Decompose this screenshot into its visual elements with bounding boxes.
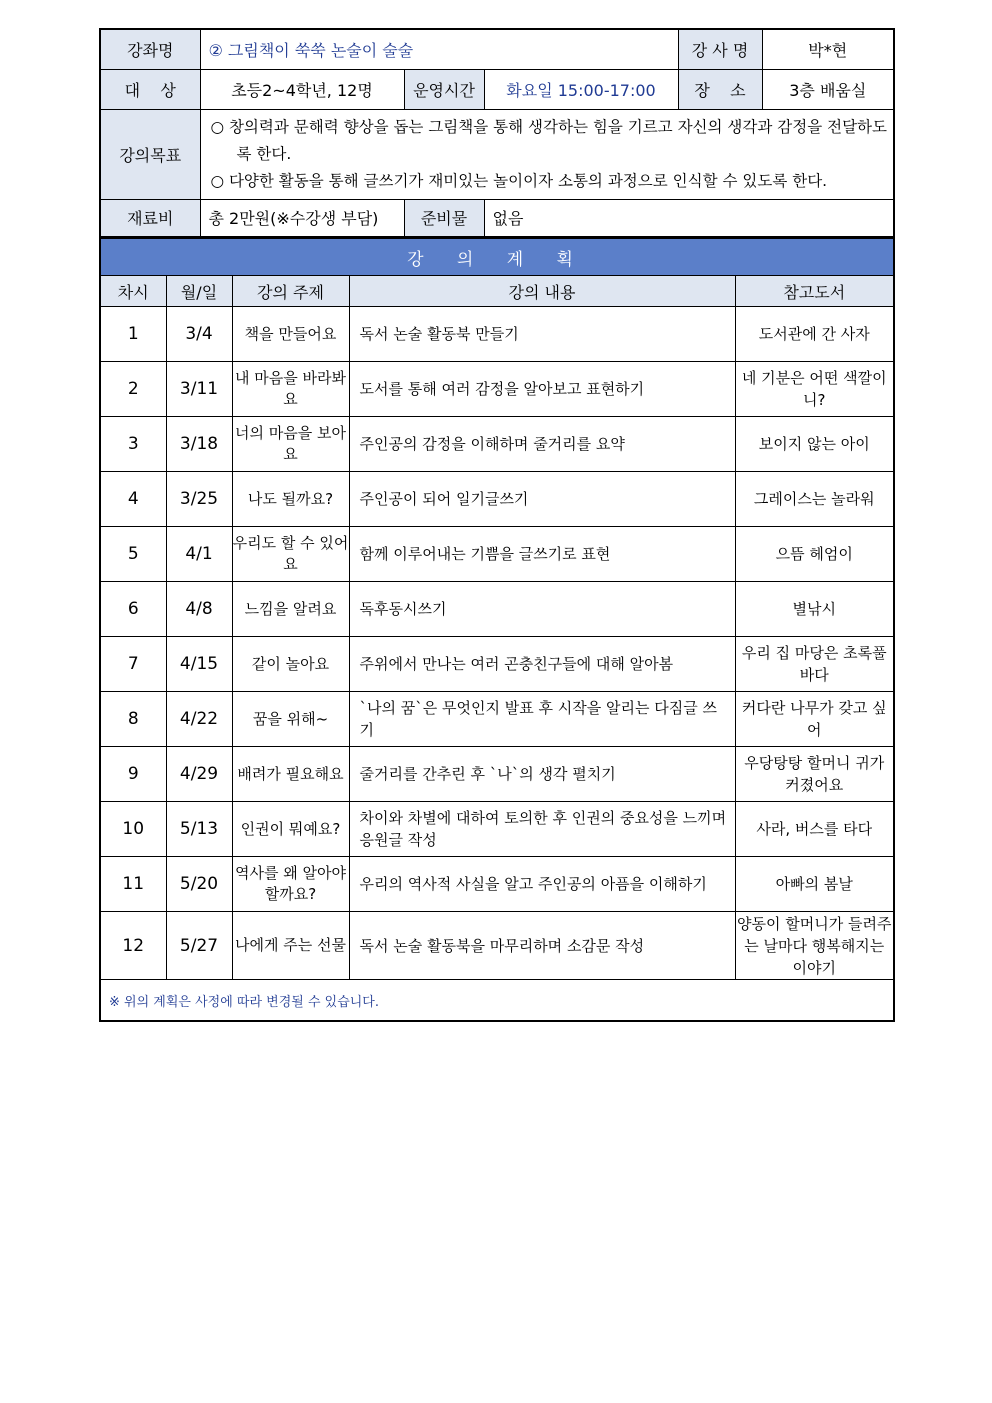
- session-number: 11: [100, 857, 166, 912]
- table-row: [100, 637, 894, 692]
- course-label: 강좌명: [100, 29, 200, 69]
- session-date: 3/11: [166, 362, 232, 417]
- table-row: [100, 857, 894, 912]
- session-topic: 배려가 필요해요: [232, 747, 349, 802]
- place-label: 장 소: [678, 69, 762, 109]
- session-content: 독서 논술 활동북 만들기: [349, 307, 735, 362]
- reference-book: 우당탕탕 할머니 귀가 커졌어요: [735, 747, 894, 802]
- table-row: [100, 417, 894, 472]
- session-date: 4/29: [166, 747, 232, 802]
- lecture-plan-document: [99, 28, 893, 1022]
- table-row: [100, 472, 894, 527]
- goal-list: [200, 109, 894, 199]
- session-number: 7: [100, 637, 166, 692]
- table-row: [100, 802, 894, 857]
- session-topic: 인권이 뭐예요?: [232, 802, 349, 857]
- plan-title: 강 의 계 획: [100, 239, 894, 276]
- table-row: [100, 307, 894, 362]
- session-content: 도서를 통해 여러 감정을 알아보고 표현하기: [349, 362, 735, 417]
- reference-book: 사라, 버스를 타다: [735, 802, 894, 857]
- reference-book: 그레이스는 놀라워: [735, 472, 894, 527]
- session-number: 10: [100, 802, 166, 857]
- session-date: 4/15: [166, 637, 232, 692]
- session-date: 4/1: [166, 527, 232, 582]
- reference-book: 네 기분은 어떤 색깔이니?: [735, 362, 894, 417]
- session-date: 5/13: [166, 802, 232, 857]
- prep-value: 없음: [484, 199, 894, 237]
- reference-book: 별낚시: [735, 582, 894, 637]
- session-date: 5/27: [166, 912, 232, 980]
- session-date: 4/8: [166, 582, 232, 637]
- session-topic: 너의 마음을 보아요: [232, 417, 349, 472]
- session-content: 주위에서 만나는 여러 곤충친구들에 대해 알아봄: [349, 637, 735, 692]
- session-topic: 나에게 주는 선물: [232, 912, 349, 980]
- session-topic: 역사를 왜 알아야 할까요?: [232, 857, 349, 912]
- session-topic: 내 마음을 바라봐요: [232, 362, 349, 417]
- reference-book: 아빠의 봄날: [735, 857, 894, 912]
- column-header: 강의 주제: [232, 276, 349, 307]
- table-row: [100, 747, 894, 802]
- session-number: 9: [100, 747, 166, 802]
- session-date: 3/4: [166, 307, 232, 362]
- reference-book: 커다란 나무가 갖고 싶어: [735, 692, 894, 747]
- session-content: 주인공이 되어 일기글쓰기: [349, 472, 735, 527]
- table-row: [100, 362, 894, 417]
- goal-item: ○ 다양한 활동을 통해 글쓰기가 재미있는 놀이이자 소통의 과정으로 인식할 수 있도록 한다.: [210, 171, 828, 190]
- session-number: 4: [100, 472, 166, 527]
- time-value: 화요일 15:00-17:00: [484, 69, 678, 109]
- session-number: 6: [100, 582, 166, 637]
- place-value: 3층 배움실: [762, 69, 894, 109]
- session-content: 독후동시쓰기: [349, 582, 735, 637]
- session-date: 3/18: [166, 417, 232, 472]
- session-number: 1: [100, 307, 166, 362]
- reference-book: 도서관에 간 사자: [735, 307, 894, 362]
- reference-book: 양동이 할머니가 들려주는 날마다 행복해지는 이야기: [735, 912, 894, 980]
- session-topic: 느낌을 알려요: [232, 582, 349, 637]
- fee-value: 총 2만원(※수강생 부담): [200, 199, 404, 237]
- course-name: ② 그림책이 쑥쑥 논술이 술술: [200, 29, 678, 69]
- session-number: 3: [100, 417, 166, 472]
- session-content: 우리의 역사적 사실을 알고 주인공의 아픔을 이해하기: [349, 857, 735, 912]
- table-row: [100, 912, 894, 980]
- session-date: 3/25: [166, 472, 232, 527]
- session-date: 5/20: [166, 857, 232, 912]
- column-header: 참고도서: [735, 276, 894, 307]
- session-number: 2: [100, 362, 166, 417]
- session-content: 함께 이루어내는 기쁨을 글쓰기로 표현: [349, 527, 735, 582]
- session-topic: 꿈을 위해~: [232, 692, 349, 747]
- goal-label: 강의목표: [100, 109, 200, 199]
- session-content: 주인공의 감정을 이해하며 줄거리를 요약: [349, 417, 735, 472]
- session-number: 12: [100, 912, 166, 980]
- table-row: [100, 527, 894, 582]
- target-value: 초등2~4학년, 12명: [200, 69, 404, 109]
- session-content: `나의 꿈`은 무엇인지 발표 후 시작을 알리는 다짐글 쓰기: [349, 692, 735, 747]
- course-info-table: [99, 28, 895, 238]
- lecture-plan-table: [99, 238, 895, 1022]
- instructor-name: 박*현: [762, 29, 894, 69]
- session-topic: 같이 놀아요: [232, 637, 349, 692]
- session-topic: 우리도 할 수 있어요: [232, 527, 349, 582]
- session-number: 5: [100, 527, 166, 582]
- goal-item: ○ 창의력과 문해력 향상을 돕는 그림책을 통해 생각하는 힘을 기르고 자신의 생각과 감정을 전달하도록 한다.: [210, 117, 887, 163]
- target-label: 대 상: [100, 69, 200, 109]
- session-number: 8: [100, 692, 166, 747]
- session-content: 줄거리를 간추린 후 `나`의 생각 펼치기: [349, 747, 735, 802]
- column-header: 월/일: [166, 276, 232, 307]
- reference-book: 보이지 않는 아이: [735, 417, 894, 472]
- session-date: 4/22: [166, 692, 232, 747]
- reference-book: 우리 집 마당은 초록풀 바다: [735, 637, 894, 692]
- session-content: 독서 논술 활동북을 마무리하며 소감문 작성: [349, 912, 735, 980]
- session-topic: 나도 될까요?: [232, 472, 349, 527]
- column-header: 차시: [100, 276, 166, 307]
- instructor-label: 강 사 명: [678, 29, 762, 69]
- column-header: 강의 내용: [349, 276, 735, 307]
- fee-label: 재료비: [100, 199, 200, 237]
- table-row: [100, 692, 894, 747]
- session-content: 차이와 차별에 대하여 토의한 후 인권의 중요성을 느끼며 응원글 작성: [349, 802, 735, 857]
- session-topic: 책을 만들어요: [232, 307, 349, 362]
- reference-book: 으뜸 헤엄이: [735, 527, 894, 582]
- plan-note: ※ 위의 계획은 사정에 따라 변경될 수 있습니다.: [100, 980, 894, 1022]
- table-row: [100, 582, 894, 637]
- plan-rows: [100, 307, 894, 980]
- prep-label: 준비물: [404, 199, 484, 237]
- time-label: 운영시간: [404, 69, 484, 109]
